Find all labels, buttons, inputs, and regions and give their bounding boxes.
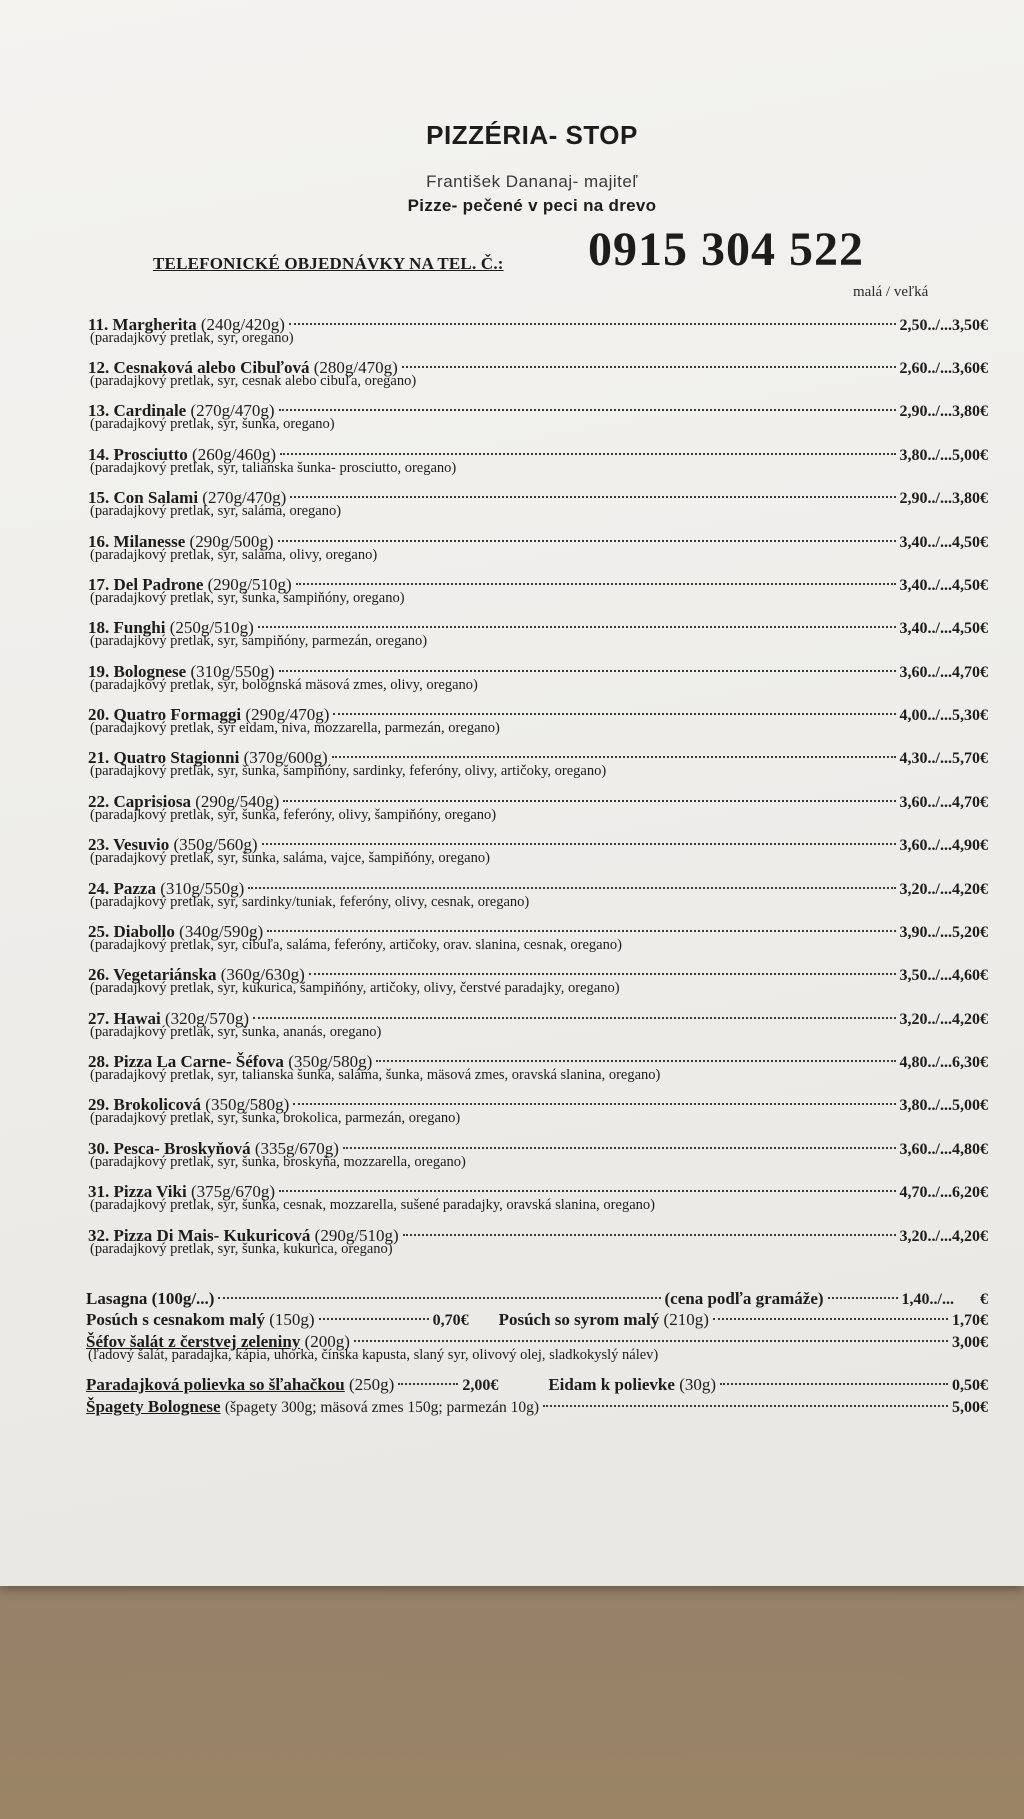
menu-item-weight: (370g/600g) xyxy=(243,748,328,768)
menu-item-name: 30. Pesca- Broskyňová xyxy=(88,1138,251,1158)
menu-item-price: 4,30../...5,70€ xyxy=(899,750,988,768)
leader-dots xyxy=(279,648,896,672)
menu-item-price: 3,60../...4,70€ xyxy=(899,793,988,811)
soup-name: Paradajková polievka so šľahačkou xyxy=(86,1375,345,1395)
menu-item-desc: (paradajkový pretlak, syr, šampiňóny, parmezán, oregano) xyxy=(90,633,428,650)
lasagna-note: (cena podľa gramáže) xyxy=(664,1288,824,1308)
menu-item-desc: (paradajkový pretlak, syr, talianska šunka- prosciutto, oregano) xyxy=(90,459,457,476)
menu-item-name: 32. Pizza Di Mais- Kukuricová xyxy=(88,1225,311,1245)
menu-item-name: 24. Pazza xyxy=(88,878,156,898)
leader-dots xyxy=(713,1297,948,1321)
menu-item-row xyxy=(88,610,988,638)
menu-item-price: 3,40../...4,50€ xyxy=(899,533,988,551)
menu-item-weight: (310g/550g) xyxy=(190,661,275,681)
menu-item-desc: (paradajkový pretlak, syr, saláma, olivy, oregano) xyxy=(90,546,378,563)
leader-dots xyxy=(289,301,896,325)
salad-desc: (ľadový šalát, paradajka, kápia, uhorka, čínska kapusta, slaný syr, olivový olej, sladkokyslý nálev) xyxy=(88,1347,659,1364)
leader-dots xyxy=(332,735,896,759)
menu-item-row xyxy=(88,349,988,378)
leader-dots xyxy=(279,388,896,412)
menu-item-weight: (350g/560g) xyxy=(173,835,258,855)
menu-item-price: 2,50../...3,50€ xyxy=(899,316,988,334)
menu-item-desc: (paradajkový pretlak, syr, kukurica, šampiňóny, artičoky, olivy, čerstvé paradajky, oregano) xyxy=(90,980,620,997)
phone-number: 0915 304 522 xyxy=(588,223,864,276)
menu-item-weight: (350g/580g) xyxy=(205,1095,290,1115)
menu-item-desc: (paradajkový pretlak, syr, oregano) xyxy=(90,329,294,346)
menu-item-desc: (paradajkový pretlak, syr, šunka, ananás, oregano) xyxy=(90,1023,382,1040)
menu-item-row xyxy=(88,1000,988,1028)
menu-item-row xyxy=(88,653,988,681)
menu-item-weight: (350g/580g) xyxy=(288,1052,373,1072)
menu-item-name: 29. Brokolicová xyxy=(88,1095,202,1115)
menu-item-row xyxy=(88,1174,988,1202)
leader-dots xyxy=(828,1275,898,1299)
leader-dots xyxy=(279,1169,896,1193)
menu-item-name: 31. Pizza Viki xyxy=(88,1182,187,1202)
eidam-price: 0,50€ xyxy=(952,1377,988,1395)
menu-item-desc: (paradajkový pretlak, syr, talianska šunka, saláma, šunka, mäsová zmes, oravská slanina, oregano) xyxy=(90,1067,661,1084)
menu-item-weight: (335g/670g) xyxy=(254,1138,339,1158)
menu-item-price: 3,60../...4,80€ xyxy=(899,1140,988,1158)
menu-item-row xyxy=(88,913,988,941)
soup-weight: (250g) xyxy=(349,1375,395,1395)
menu-item-name: 15. Con Salami xyxy=(88,488,199,508)
menu-item-row xyxy=(88,306,988,334)
menu-item-row xyxy=(88,957,988,985)
menu-item-price: 3,80../...5,00€ xyxy=(899,1097,988,1115)
leader-dots xyxy=(343,1125,896,1149)
menu-item-desc: (paradajkový pretlak, syr, šunka, feferóny, olivy, šampiňóny, oregano) xyxy=(90,806,497,823)
leader-dots xyxy=(278,518,896,542)
menu-item-weight: (290g/470g) xyxy=(245,705,330,725)
extras-list xyxy=(86,1280,988,1417)
menu-item-name: 28. Pizza La Carne- Šéfova xyxy=(88,1052,284,1072)
menu-item-name: 25. Diabollo xyxy=(88,921,175,941)
menu-item-desc: (paradajkový pretlak, syr, šunka, cesnak, mozzarella, sušené paradajky, oravská slanina, oregano) xyxy=(90,1197,655,1214)
menu-item-desc: (paradajkový pretlak, syr, šunka, kukurica, oregano) xyxy=(90,1240,393,1257)
leader-dots xyxy=(293,1082,895,1106)
lasagna-price: 1,40../... xyxy=(901,1290,954,1308)
spagety-name: Špagety Bolognese xyxy=(86,1397,221,1417)
menu-item-price: 3,80../...5,00€ xyxy=(899,446,988,464)
menu-item-desc: (paradajkový pretlak, syr, šunka, šampiňóny, oregano) xyxy=(90,589,405,606)
eidam-name: Eidam k polievke xyxy=(548,1375,675,1395)
menu-item-weight: (250g/510g) xyxy=(169,618,254,638)
posuch-cesnak-weight: (150g) xyxy=(269,1310,315,1330)
menu-item-row xyxy=(88,696,988,725)
menu-item-price: 3,40../...4,50€ xyxy=(899,576,988,594)
leader-dots xyxy=(309,952,896,976)
menu-item-row xyxy=(88,827,988,855)
menu-item-weight: (290g/540g) xyxy=(195,791,280,811)
leader-dots xyxy=(258,605,896,629)
leader-dots xyxy=(253,995,896,1019)
menu-item-name: 14. Prosciutto xyxy=(88,444,188,464)
menu-item-weight: (240g/420g) xyxy=(200,314,285,334)
leader-dots xyxy=(218,1275,660,1299)
menu-item-weight: (280g/470g) xyxy=(313,358,398,378)
menu-item-name: 12. Cesnaková alebo Cibuľová xyxy=(88,358,310,378)
menu-item-desc: (paradajkový pretlak, syr, cesnak alebo cibuľa, oregano) xyxy=(90,373,417,390)
menu-item-name: 22. Caprisiosa xyxy=(88,791,191,811)
menu-item-desc: (paradajkový pretlak, syr, cibuľa, saláma, feferóny, artičoky, orav. slanina, cesnak, oregano) xyxy=(90,936,622,953)
menu-item-weight: (310g/550g) xyxy=(160,878,245,898)
menu-item-name: 20. Quatro Formaggi xyxy=(88,705,242,725)
posuch-syr-price: 1,70€ xyxy=(952,1312,988,1330)
menu-item-desc: (paradajkový pretlak, syr, sardinky/tuniak, feferóny, olivy, cesnak, oregano) xyxy=(90,893,530,910)
leader-dots xyxy=(398,1362,458,1386)
menu-item-price: 3,60../...4,90€ xyxy=(899,837,988,855)
menu-item-weight: (270g/470g) xyxy=(190,401,275,421)
lasagna-currency: € xyxy=(980,1290,988,1308)
leader-dots xyxy=(290,475,895,499)
menu-item-name: 17. Del Padrone xyxy=(88,574,204,594)
menu-item-price: 3,60../...4,70€ xyxy=(899,663,988,681)
menu-item-desc-row xyxy=(88,1239,988,1261)
menu-item-weight: (290g/500g) xyxy=(189,531,274,551)
eidam-weight: (30g) xyxy=(679,1375,717,1395)
size-header: malá / veľká xyxy=(853,284,929,300)
leader-dots xyxy=(333,691,895,715)
posuch-syr-weight: (210g) xyxy=(663,1310,709,1330)
menu-item-desc: (paradajkový pretlak, syr, šunka, šampiňóny, sardinky, feferóny, olivy, artičoky, oregano) xyxy=(90,763,607,780)
leader-dots xyxy=(720,1362,948,1386)
leader-dots xyxy=(267,908,895,932)
menu-item-weight: (320g/570g) xyxy=(164,1008,250,1028)
menu-item-row xyxy=(88,393,988,421)
soup-price: 2,00€ xyxy=(462,1377,499,1395)
menu-item-desc: (paradajkový pretlak, syr, šunka, brokolica, parmezán, oregano) xyxy=(90,1110,461,1127)
phone-label: TELEFONICKÉ OBJEDNÁVKY NA TEL. Č.: xyxy=(153,254,504,273)
menu-item-weight: (340g/590g) xyxy=(179,921,264,941)
lasagna-name: Lasagna (100g/...) xyxy=(86,1288,215,1308)
menu-item-desc: (paradajkový pretlak, syr, šunka, broskyňa, mozzarella, oregano) xyxy=(90,1153,466,1170)
menu-item-desc: (paradajkový pretlak, syr, šunka, oregano) xyxy=(90,416,335,433)
menu-item-price: 3,50../...4,60€ xyxy=(899,967,988,985)
menu-item-name: 23. Vesuvio xyxy=(88,835,170,855)
leader-dots xyxy=(296,561,896,585)
menu-item-weight: (290g/510g) xyxy=(314,1225,399,1245)
posuch-cesnak-price: 0,70€ xyxy=(432,1312,469,1330)
menu-item-row xyxy=(88,783,988,811)
spagety-detail: (špagety 300g; mäsová zmes 150g; parmezán 10g) xyxy=(224,1399,540,1417)
owner-line: František Dananaj- majiteľ xyxy=(426,172,638,191)
menu-item-price: 4,70../...6,20€ xyxy=(899,1184,988,1202)
leader-dots xyxy=(403,1212,896,1236)
menu-item-weight: (270g/470g) xyxy=(202,488,287,508)
menu-item-price: 3,20../...4,20€ xyxy=(899,880,988,898)
posuch-cesnak-name: Posúch s cesnakom malý xyxy=(86,1310,265,1330)
leader-dots xyxy=(543,1383,948,1407)
menu-item-row xyxy=(88,1087,988,1115)
menu-item-name: 16. Milanesse xyxy=(88,531,186,551)
leader-dots xyxy=(283,778,895,802)
menu-item-row xyxy=(88,740,988,768)
menu-item-price: 3,90../...5,20€ xyxy=(899,923,988,941)
menu-item-name: 19. Bolognese xyxy=(88,661,187,681)
salad-weight: (200g) xyxy=(304,1332,350,1352)
leader-dots xyxy=(280,431,895,455)
menu-item-price: 3,20../...4,20€ xyxy=(899,1010,988,1028)
menu-item-name: 18. Funghi xyxy=(88,618,166,638)
menu-item-row xyxy=(88,870,988,898)
menu-item-row xyxy=(88,1130,988,1158)
page-title: PIZZÉRIA- STOP xyxy=(426,120,638,150)
menu-item-desc: (paradajkový pretlak, syr, saláma, oregano) xyxy=(90,503,342,520)
menu-item-row xyxy=(88,1043,988,1072)
posuch-syr-name: Posúch so syrom malý xyxy=(498,1310,660,1330)
menu-item-desc: (paradajkový pretlak, syr eidam, niva, mozzarella, parmezán, oregano) xyxy=(90,720,500,737)
menu-item-weight: (260g/460g) xyxy=(192,444,277,464)
menu-item-weight: (360g/630g) xyxy=(220,965,305,985)
menu-item-price: 3,40../...4,50€ xyxy=(899,620,988,638)
menu-item-price: 2,60../...3,60€ xyxy=(899,360,988,378)
tagline: Pizze- pečené v peci na drevo xyxy=(407,196,657,215)
menu-item-price: 4,00../...5,30€ xyxy=(899,707,988,725)
salad-price: 3,00€ xyxy=(952,1334,988,1352)
menu-item-price: 2,90../...3,80€ xyxy=(899,490,988,508)
menu-item-weight: (290g/510g) xyxy=(207,574,292,594)
menu-item-name: 11. Margherita xyxy=(88,314,197,334)
menu-item-row xyxy=(88,436,988,464)
salad-name: Šéfov šalát z čerstvej zeleniny xyxy=(86,1332,301,1352)
leader-dots xyxy=(402,344,896,368)
menu-item-row xyxy=(88,480,988,508)
menu-item-row xyxy=(88,1217,988,1245)
menu-item-row xyxy=(88,523,988,551)
menu-item-weight: (375g/670g) xyxy=(190,1182,275,1202)
menu-item-name: 26. Vegetariánska xyxy=(88,965,217,985)
leader-dots xyxy=(262,822,896,846)
menu-item-name: 13. Cardinale xyxy=(88,401,187,421)
menu-item-desc: (paradajkový pretlak, syr, bolognská mäsová zmes, olivy, oregano) xyxy=(90,676,478,693)
menu-item-name: 21. Quatro Stagionni xyxy=(88,748,240,768)
menu-item-name: 27. Hawai xyxy=(88,1008,161,1028)
menu-item-row xyxy=(88,566,988,594)
leader-dots xyxy=(248,865,895,889)
leader-dots xyxy=(354,1318,948,1342)
menu-item-price: 2,90../...3,80€ xyxy=(899,403,988,421)
menu-item-price: 3,20../...4,20€ xyxy=(899,1227,988,1245)
menu-item-desc: (paradajkový pretlak, syr, šunka, saláma, vajce, šampiňóny, oregano) xyxy=(90,850,490,867)
leader-dots xyxy=(376,1038,895,1062)
spagety-price: 5,00€ xyxy=(952,1399,988,1417)
menu-item-price: 4,80../...6,30€ xyxy=(899,1054,988,1072)
leader-dots xyxy=(319,1297,429,1321)
pizza-menu-list xyxy=(88,306,988,1260)
